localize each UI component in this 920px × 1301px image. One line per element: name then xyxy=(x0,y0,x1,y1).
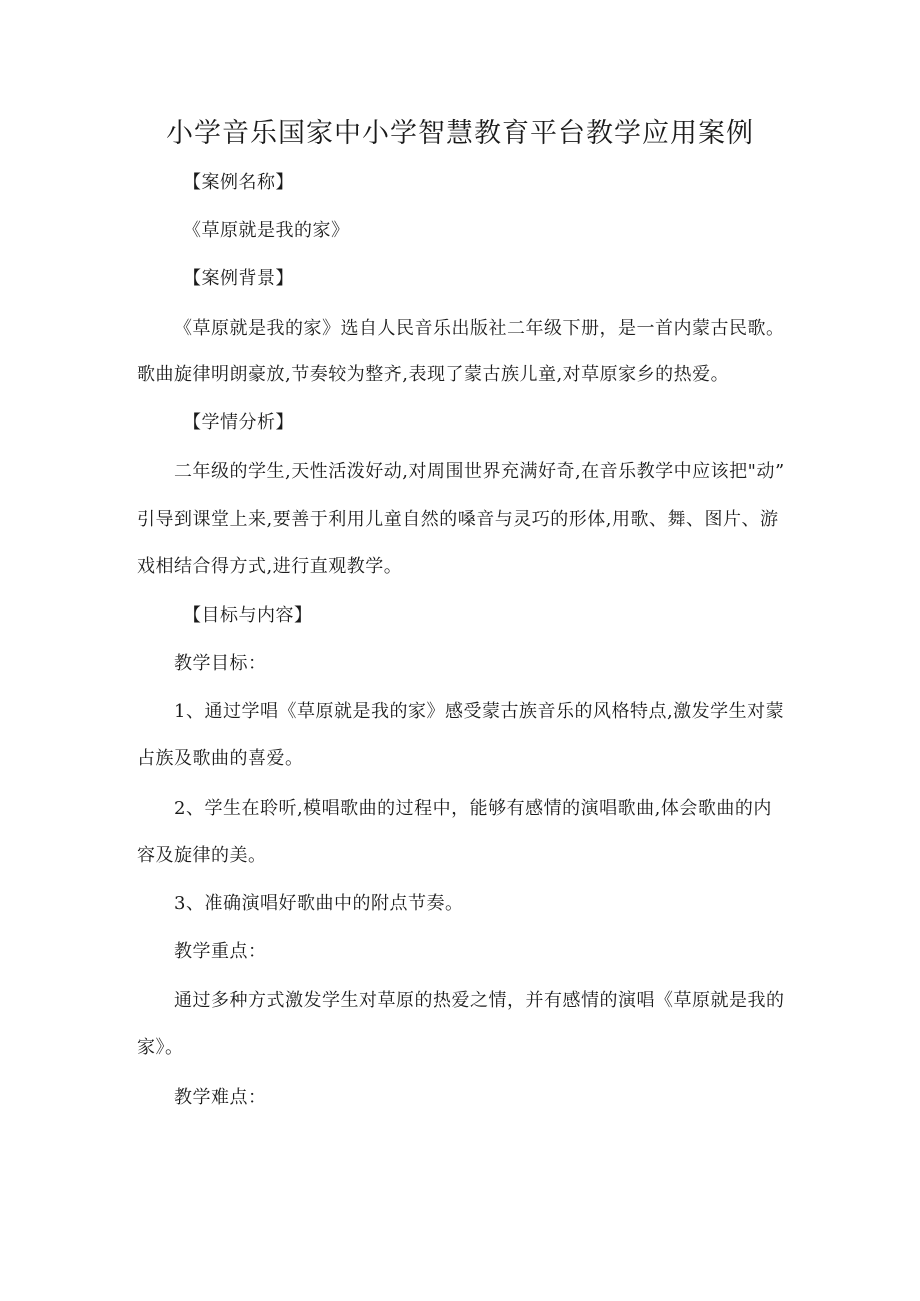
goal-2-line: 2、学生在聆听,模唱歌曲的过程中，能够有感情的演唱歌曲,体会歌曲的内 xyxy=(174,798,772,819)
case-name: 《草原就是我的家》 xyxy=(183,220,350,241)
difficulties-label: 教学难点： xyxy=(174,1087,267,1108)
key-points-line: 通过多种方式激发学生对草原的热爱之情，并有感情的演唱《草原就是我的 xyxy=(174,990,785,1011)
background-line: 《草原就是我的家》选自人民音乐出版社二年级下册，是一首内蒙古民歌。 xyxy=(174,318,785,339)
analysis-line: 二年级的学生,天性活泼好动,对周围世界充满好奇,在音乐教学中应该把"动” xyxy=(174,461,785,482)
goal-1-line: 占族及歌曲的喜爱。 xyxy=(137,748,304,769)
key-points-label: 教学重点： xyxy=(174,941,267,962)
analysis-heading: 【学情分析】 xyxy=(183,412,294,433)
document-title: 小学音乐国家中小学智慧教育平台教学应用案例 xyxy=(166,118,754,149)
background-heading: 【案例背景】 xyxy=(183,268,294,289)
analysis-line: 戏相结合得方式,进行直观教学。 xyxy=(137,556,403,577)
analysis-line: 引导到课堂上来,要善于利用儿童自然的嗓音与灵巧的形体,用歌、舞、图片、游 xyxy=(137,509,779,530)
goals-heading: 【目标与内容】 xyxy=(183,605,313,626)
teaching-goals-label: 教学目标： xyxy=(174,653,267,674)
key-points-line: 家》。 xyxy=(137,1037,184,1058)
background-line: 歌曲旋律明朗豪放,节奏较为整齐,表现了蒙古族儿童,对草原家乡的热爱。 xyxy=(137,364,730,385)
case-name-heading: 【案例名称】 xyxy=(183,172,294,193)
goal-2-line: 容及旋律的美。 xyxy=(137,845,267,866)
goal-3: 3、准确演唱好歌曲中的附点节奏。 xyxy=(174,893,464,914)
goal-1-line: 1、通过学唱《草原就是我的家》感受蒙古族音乐的风格特点,激发学生对蒙 xyxy=(174,701,785,722)
